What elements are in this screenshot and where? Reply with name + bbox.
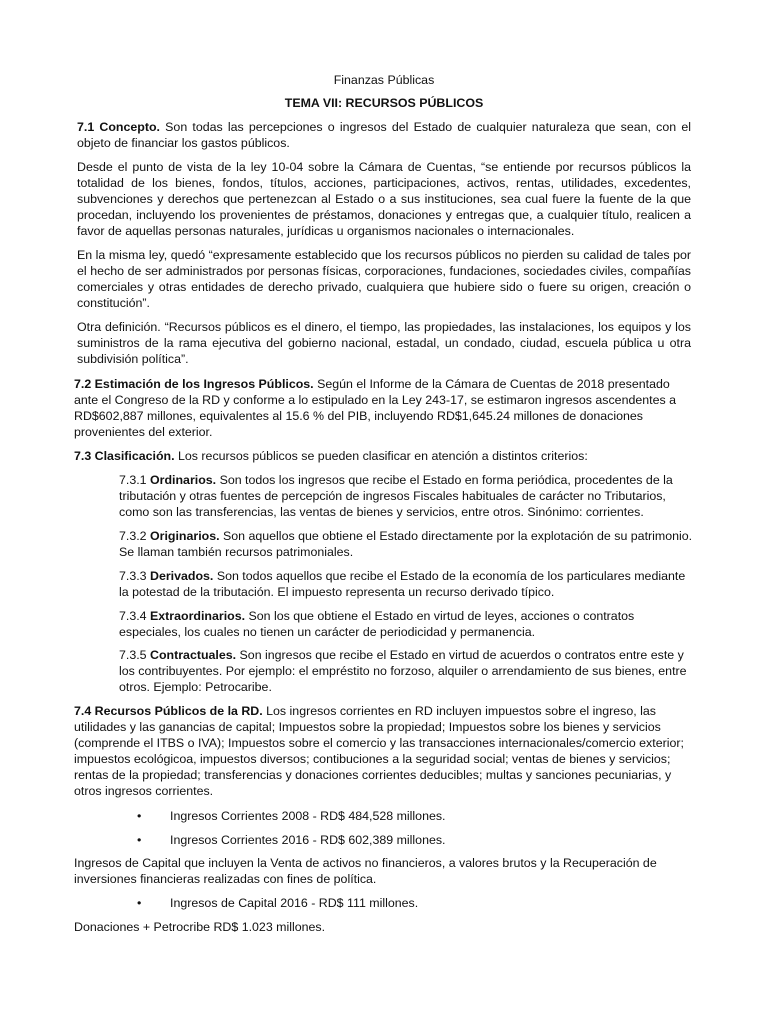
section-7-2-heading: 7.2 Estimación de los Ingresos Públicos.: [74, 377, 314, 391]
section-7-3-1: [119, 472, 693, 520]
course-title: Finanzas Públicas: [333, 73, 435, 87]
bullet-icon: •: [137, 833, 142, 847]
section-7-1: [77, 119, 691, 151]
section-7-3-1-heading: Ordinarios.: [150, 473, 217, 487]
bullet-item: [137, 895, 693, 911]
paragraph-donaciones: Donaciones + Petrocribe RD$ 1.023 millones.: [74, 920, 326, 934]
section-7-1-text: Son todas las percepciones o ingresos del Estado de cualquier naturaleza que sean, con el objeto de financiar los gastos públicos.: [77, 120, 691, 150]
section-7-3-4: [119, 608, 693, 640]
section-7-3-4-number: 7.3.4: [119, 609, 151, 623]
bullet-text: Ingresos de Capital 2016 - RD$ 111 millones.: [170, 896, 419, 910]
section-7-3-3: [119, 568, 693, 600]
topic-title: TEMA VII: RECURSOS PÚBLICOS: [284, 96, 484, 110]
section-7-3-5-text: Son ingresos que recibe el Estado en virtud de acuerdos o contratos entre este y los contribuyentes. Por ejemplo: el empréstito no forzoso, alquiler o arrendamiento de sus bienes, entre otros. Ejemplo: Petrocaribe.: [119, 648, 687, 694]
section-7-3-2-text: Son aquellos que obtiene el Estado directamente por la explotación de su patrimonio. Se llaman también recursos patrimoniales.: [119, 529, 693, 559]
section-7-3-5-number: 7.3.5: [119, 648, 151, 662]
section-7-3-4-heading: Extraordinarios.: [150, 609, 246, 623]
section-7-3-4-text: Son los que obtiene el Estado en virtud de leyes, acciones o contratos especiales, los cuales no tienen un carácter de periodicidad y permanencia.: [119, 609, 635, 639]
section-7-3-2: [119, 528, 693, 560]
section-7-4-heading: 7.4 Recursos Públicos de la RD.: [74, 704, 263, 718]
bullet-text: Ingresos Corrientes 2016 - RD$ 602,389 millones.: [170, 833, 446, 847]
paragraph-ley: Desde el punto de vista de la ley 10-04 sobre la Cámara de Cuentas, “se entiende por recursos públicos la totalidad de los bienes, fondos, títulos, acciones, participaciones, activos, rentas, utilidades, excedentes, subvenciones y derechos que pertenezcan al Estado o a sus instituciones, sea cual fuere la fuente de la que procedan, incluyendo los provenientes de préstamos, donaciones y entregas que, a cualquier título, realicen a favor de aquellas personas naturales, jurídicas u organismos nacionales o internacionales.: [77, 160, 691, 238]
section-7-3-5-heading: Contractuales.: [150, 648, 237, 662]
section-7-3: [74, 448, 694, 464]
bullet-item: [137, 832, 693, 848]
section-7-1-heading: 7.1 Concepto.: [77, 120, 160, 134]
paragraph-ingresos-capital: Ingresos de Capital que incluyen la Venta de activos no financieros, a valores brutos y la Recuperación de inversiones financieras realizadas con fines de política.: [74, 856, 657, 886]
section-7-3-1-number: 7.3.1: [119, 473, 151, 487]
bullet-icon: •: [137, 896, 142, 910]
section-7-3-3-number: 7.3.3: [119, 569, 151, 583]
section-7-2-text: Según el Informe de la Cámara de Cuentas de 2018 presentado ante el Congreso de la RD y conforme a lo estipulado en la Ley 243-17, se estimaron ingresos ascendentes a RD$602,887 millones, equivalentes al 15.6 % del PIB, incluyendo RD$1,645.24 millones de donaciones provenientes del exterior.: [74, 377, 676, 439]
section-7-4-text: Los ingresos corrientes en RD incluyen impuestos sobre el ingreso, las utilidades y las ganancias de capital; Impuestos sobre la propiedad; Impuestos sobre los bienes y servicios (comprende el ITBS o IVA); Impuestos sobre el comercio y las transacciones internacionales/comercio exterior; impuestos ecológicoa, impuestos diversos; contibuciones a la seguridad social; ventas de bienes y servicios; rentas de la propiedad; transferencias y donaciones corrientes deducibles; multas y sanciones pecuniarias, y otros ingresos corrientes.: [74, 704, 684, 798]
paragraph-misma-ley: En la misma ley, quedó “expresamente establecido que los recursos públicos no pierden su calidad de tales por el hecho de ser administrados por personas físicas, corporaciones, fundaciones, sociedades civiles, compañías comerciales y otras entidades de derecho privado, cualquiera que hubiere sido o fuere su origen, creación o constitución”.: [77, 248, 691, 310]
section-7-3-3-heading: Derivados.: [150, 569, 214, 583]
paragraph-otra-definicion: Otra definición. “Recursos públicos es el dinero, el tiempo, las propiedades, las instalaciones, los equipos y los suministros de la rama ejecutiva del gobierno nacional, estadal, un condado, ciudad, escuela pública u otra subdivisión política”.: [77, 320, 691, 366]
section-7-3-heading: 7.3 Clasificación.: [74, 449, 175, 463]
section-7-3-3-text: Son todos aquellos que recibe el Estado de la economía de los particulares mediante la potestad de la tributación. El impuesto representa un recurso derivado típico.: [119, 569, 686, 599]
section-7-3-5: [119, 647, 693, 695]
section-7-3-1-text: Son todos los ingresos que recibe el Estado en forma periódica, procedentes de la tributación y otras fuentes de percepción de ingresos Fiscales habituales de carácter no Tributarios, como son las transferencias, las ventas de bienes y servicios, entre otros. Sinónimo: corrientes.: [119, 473, 673, 519]
section-7-3-2-heading: Originarios.: [150, 529, 220, 543]
section-7-3-2-number: 7.3.2: [119, 529, 151, 543]
bullet-icon: •: [137, 809, 142, 823]
section-7-2: [74, 376, 694, 440]
bullet-item: [137, 808, 693, 824]
section-7-3-text: Los recursos públicos se pueden clasificar en atención a distintos criterios:: [174, 449, 588, 463]
section-7-4: [74, 703, 694, 799]
bullet-text: Ingresos Corrientes 2008 - RD$ 484,528 millones.: [170, 809, 446, 823]
